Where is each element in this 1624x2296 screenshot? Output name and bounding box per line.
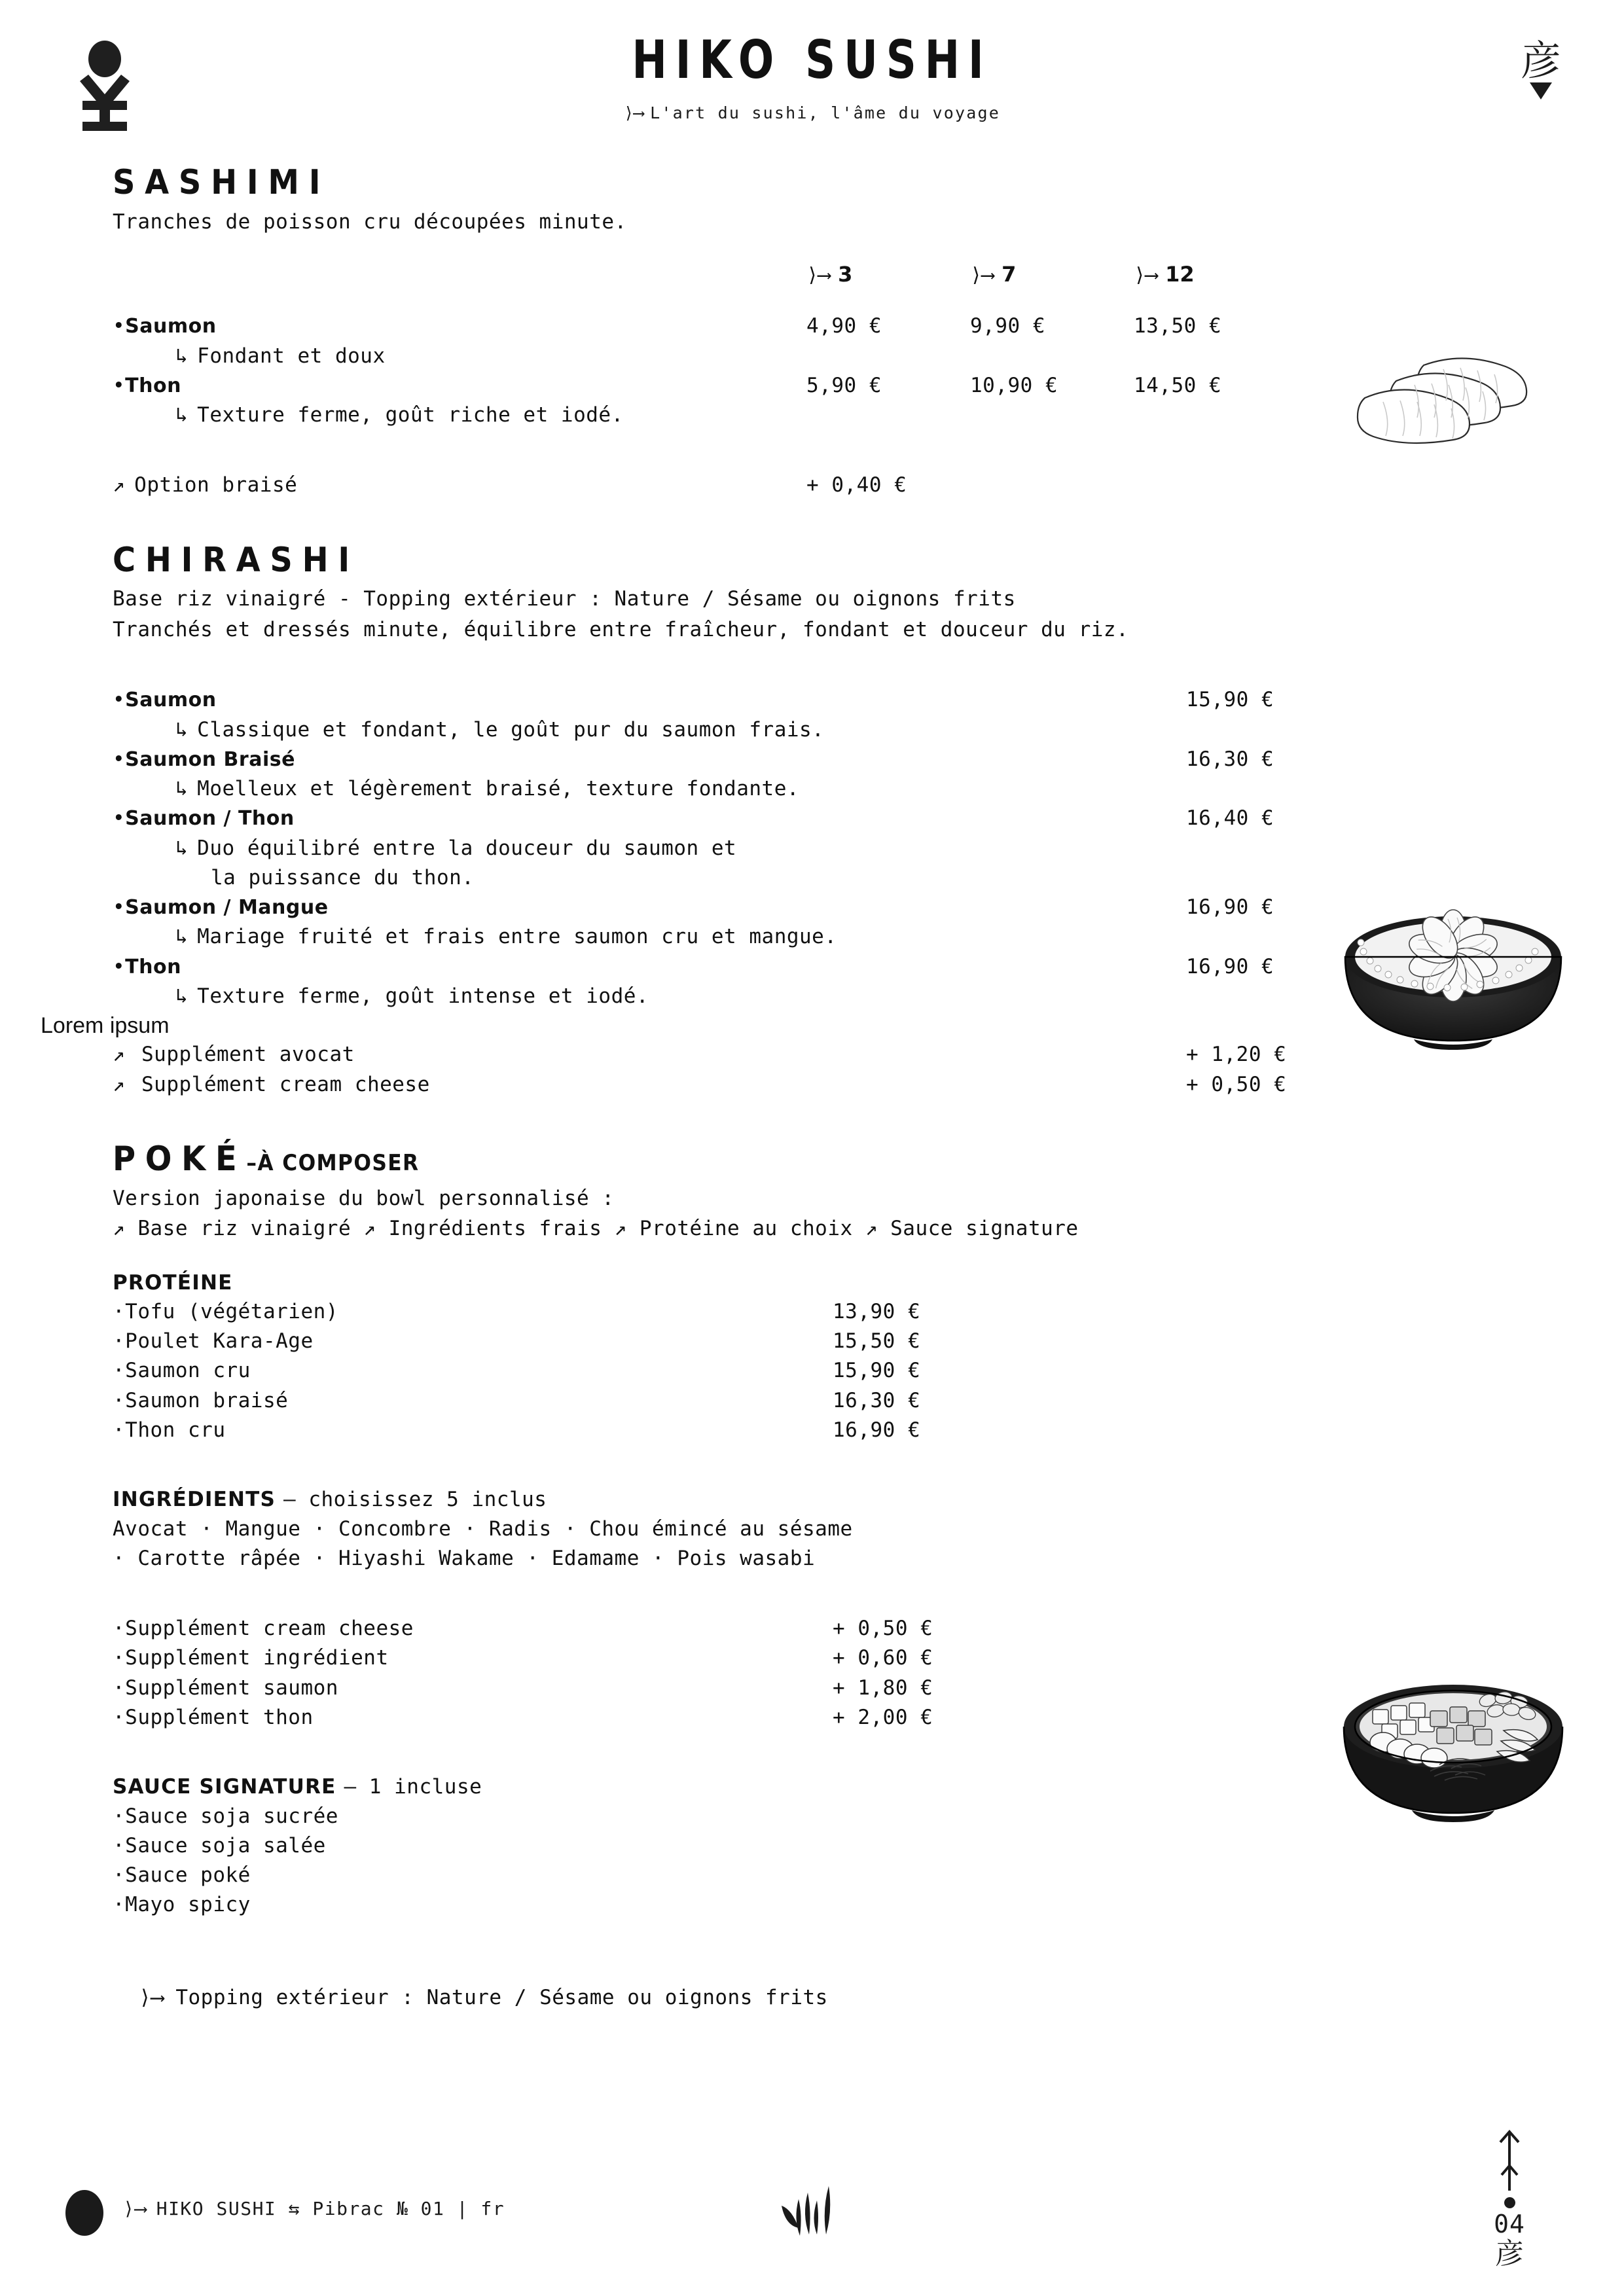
page-number: 04 — [1494, 2209, 1525, 2238]
supplement-label: Supplément saumon — [125, 1676, 338, 1700]
bullet-icon: · — [113, 1705, 126, 1729]
ingredients-heading-note: – choisissez 5 inclus — [283, 1488, 547, 1512]
bullet-icon: • — [113, 747, 126, 771]
item-price: 16,30 € — [1186, 747, 1274, 771]
sauce-heading-text: SAUCE SIGNATURE — [113, 1775, 336, 1799]
list-item — [113, 1327, 1526, 1356]
footer-kanji: 彦 — [1495, 2236, 1524, 2270]
supplement-arrow-icon: ↗ — [113, 1072, 126, 1096]
supplement-arrow-icon: ↗ — [113, 1043, 126, 1067]
supplement-label: Supplément thon — [125, 1705, 314, 1729]
sashimi-column-headers — [113, 262, 1526, 287]
proteine-label: Saumon cru — [125, 1359, 251, 1383]
sashimi-col-3 — [806, 262, 970, 287]
table-row — [113, 745, 1526, 774]
section-poke — [113, 1140, 1526, 2009]
desc-arrow-icon: ↳ — [175, 836, 189, 860]
bullet-icon: • — [113, 954, 126, 978]
desc-text: Moelleux et légèrement braisé, texture fondante. — [197, 777, 800, 801]
lorem-ipsum-placeholder: Lorem ipsum — [41, 1013, 170, 1039]
supplement-price: + 1,20 € — [1186, 1043, 1287, 1067]
desc-arrow-icon: ↳ — [175, 984, 189, 1008]
item-name: Saumon — [125, 689, 217, 712]
poke-steps: ↗ Base riz vinaigré ↗ Ingrédients frais ↗ Protéine au choix ↗ Sauce signature — [113, 1217, 1079, 1241]
bullet-icon: · — [113, 1359, 126, 1383]
chirashi-lede-1: Base riz vinaigré - Topping extérieur : Nature / Sésame ou oignons frits — [113, 587, 1016, 611]
bullet-icon: · — [113, 1833, 126, 1857]
kanji-glyph: 彦 — [1520, 37, 1561, 84]
proteine-label: Tofu (végétarien) — [125, 1299, 338, 1323]
list-item — [113, 1890, 1526, 1920]
proteine-label: Poulet Kara-Age — [125, 1329, 314, 1354]
sauce-label-cell — [113, 1831, 833, 1861]
sauce-label: Mayo spicy — [125, 1893, 251, 1917]
item-name: Saumon — [125, 315, 217, 338]
proteine-heading: PROTÉINE — [113, 1270, 233, 1295]
supplement-price: + 1,80 € — [833, 1676, 933, 1700]
col-label: 12 — [1165, 262, 1195, 287]
poke-title: POKÉ — [113, 1139, 247, 1179]
bullet-icon: · — [113, 1863, 126, 1887]
option-label-cell — [113, 471, 806, 500]
proteine-price: 15,90 € — [833, 1359, 921, 1383]
sauce-label-cell — [113, 1802, 833, 1831]
supplement-label-cell — [113, 1614, 833, 1643]
table-row — [113, 804, 1526, 833]
footer-dot-icon — [65, 2190, 103, 2236]
proteine-label-cell — [113, 1297, 833, 1327]
item-name: Thon — [125, 374, 181, 397]
sashimi-col-7 — [970, 262, 1134, 287]
item-description-cont: la puissance du thon. — [211, 865, 475, 889]
chirashi-heading: CHIRASHI — [113, 540, 359, 580]
bullet-icon: · — [113, 1893, 126, 1917]
bullet-icon: • — [113, 314, 126, 338]
item-name: Thon — [125, 955, 181, 978]
desc-arrow-icon: ↳ — [175, 403, 189, 427]
item-description — [113, 834, 1526, 863]
desc-text: Fondant et doux — [197, 344, 386, 368]
poke-subtitle: À COMPOSER — [257, 1149, 420, 1176]
table-row — [113, 685, 1526, 715]
tagline-text: L'art du sushi, l'âme du voyage — [650, 103, 1000, 122]
ingredients-heading — [113, 1486, 1526, 1514]
sauce-label-cell — [113, 1890, 833, 1920]
supplement-label: Supplément ingrédient — [125, 1646, 389, 1670]
supplement-row — [113, 1614, 1526, 1643]
item-price: 16,40 € — [1186, 806, 1274, 831]
bullet-icon: · — [113, 1617, 126, 1641]
proteine-label: Thon cru — [125, 1418, 226, 1442]
desc-arrow-icon: ↳ — [175, 717, 189, 742]
chirashi-lede-2: Tranchés et dressés minute, équilibre entre fraîcheur, fondant et douceur du riz. — [113, 617, 1129, 641]
price-cell: 9,90 € — [970, 314, 1045, 338]
item-name: Saumon / Thon — [125, 807, 295, 831]
page-header — [0, 0, 1624, 164]
poke-dash: – — [246, 1149, 258, 1176]
chirashi-item-name-cell — [113, 685, 1186, 715]
sauce-label: Sauce soja sucrée — [125, 1804, 338, 1828]
proteine-label: Saumon braisé — [125, 1388, 289, 1412]
supplement-label: Supplément avocat — [141, 1043, 355, 1067]
col-arrow-icon: ⟩⟶ — [806, 264, 831, 287]
bullet-icon: · — [113, 1388, 126, 1412]
proteine-price: 13,90 € — [833, 1299, 921, 1323]
desc-text: Texture ferme, goût riche et iodé. — [197, 403, 624, 427]
list-item — [113, 1861, 1526, 1890]
supplement-label-cell — [113, 1643, 833, 1673]
section-sashimi — [113, 164, 1526, 501]
triangle-down-icon — [1530, 82, 1552, 99]
page-footer — [0, 2152, 1624, 2296]
supplement-label: Supplément cream cheese — [141, 1072, 430, 1096]
chirashi-item-name-cell — [113, 893, 1186, 922]
col-label: 3 — [838, 262, 853, 287]
supplement-row — [113, 1643, 1526, 1673]
sashimi-item-name-cell — [113, 371, 806, 401]
item-description — [113, 401, 1526, 430]
supplement-row — [113, 1703, 1526, 1732]
desc-text: Duo équilibré entre la douceur du saumon et — [197, 836, 737, 860]
list-item — [113, 1386, 1526, 1416]
page-title: HIKO SUSHI — [632, 29, 992, 90]
page-indicator — [1467, 2129, 1552, 2270]
supplement-price: + 0,60 € — [833, 1646, 933, 1670]
supplement-price: + 0,50 € — [1186, 1072, 1287, 1096]
supplement-label-cell — [113, 1674, 833, 1703]
sauce-label: Sauce poké — [125, 1863, 251, 1887]
supplement-label-cell — [113, 1703, 833, 1732]
poke-heading — [113, 1140, 1413, 1179]
topping-text: Topping extérieur : Nature / Sésame ou oignons frits — [175, 1985, 828, 2009]
table-row — [113, 312, 1526, 341]
supplement-label-cell — [113, 1070, 1186, 1100]
chirashi-item-name-cell — [113, 804, 1186, 833]
brand-block — [0, 29, 1624, 122]
ingredients-heading-text: INGRÉDIENTS — [113, 1488, 276, 1512]
option-price: + 0,40 € — [806, 473, 907, 497]
bullet-icon: · — [113, 1646, 126, 1670]
sashimi-lede: Tranches de poisson cru découpées minute. — [113, 209, 627, 234]
price-cell: 5,90 € — [806, 373, 882, 397]
price-cell: 10,90 € — [970, 373, 1058, 397]
sashimi-slices-illustration — [1345, 334, 1561, 452]
sauce-heading-note: – 1 incluse — [344, 1775, 482, 1799]
desc-arrow-icon: ↳ — [175, 344, 189, 368]
bullet-icon: · — [113, 1299, 126, 1323]
header-kanji-mark — [1520, 37, 1561, 99]
tagline-arrow-icon: ⟩⟶ — [624, 103, 644, 122]
footer-arrow-icon: ⟩⟶ — [123, 2198, 147, 2219]
option-label: Option braisé — [134, 473, 298, 497]
bullet-icon: • — [113, 806, 126, 831]
chirashi-item-name-cell — [113, 952, 1186, 982]
proteine-price: 15,50 € — [833, 1329, 921, 1354]
desc-text: Mariage fruité et frais entre saumon cru et mangue. — [197, 925, 837, 949]
price-cell: 14,50 € — [1134, 373, 1222, 397]
bullet-icon: • — [113, 373, 126, 397]
list-item — [113, 1802, 1526, 1831]
price-cell: 4,90 € — [806, 314, 882, 338]
supplement-label: Supplément cream cheese — [125, 1617, 414, 1641]
poke-lede: Version japonaise du bowl personnalisé : — [113, 1186, 615, 1210]
topping-arrow-icon: ⟩⟶ — [139, 1985, 164, 2009]
list-item — [113, 1297, 1526, 1327]
sauce-label: Sauce soja salée — [125, 1833, 326, 1857]
col-label: 7 — [1001, 262, 1017, 287]
desc-text: Texture ferme, goût intense et iodé. — [197, 984, 649, 1008]
desc-arrow-icon: ↳ — [175, 925, 189, 949]
sashimi-item-name-cell — [113, 312, 806, 341]
page-dot-icon — [1504, 2197, 1515, 2208]
col-arrow-icon: ⟩⟶ — [970, 264, 994, 287]
item-price: 15,90 € — [1186, 688, 1274, 712]
footer-text: HIKO SUSHI ⇆ Pibrac № 01 | fr — [156, 2198, 505, 2219]
poke-bowl-illustration — [1332, 1643, 1574, 1833]
footer-credit — [123, 2198, 505, 2219]
list-item — [113, 1356, 1526, 1386]
item-description — [113, 774, 1526, 804]
proteine-label-cell — [113, 1327, 833, 1356]
desc-arrow-icon: ↳ — [175, 777, 189, 801]
section-chirashi — [41, 540, 1526, 1100]
brand-tagline — [0, 103, 1624, 122]
item-price: 16,90 € — [1186, 954, 1274, 978]
item-description — [113, 922, 1526, 952]
arrow-up-icon — [1496, 2129, 1523, 2192]
poke-topping-note — [113, 1986, 1526, 2009]
proteine-label-cell — [113, 1356, 833, 1386]
supplement-row — [113, 1674, 1526, 1703]
proteine-price: 16,90 € — [833, 1418, 921, 1442]
chirashi-bowl-illustration — [1332, 870, 1574, 1060]
ingredients-line-1: Avocat · Mangue · Concombre · Radis · Chou émincé au sésame — [113, 1516, 853, 1541]
supplement-price: + 0,50 € — [833, 1617, 933, 1641]
grass-sprig-icon — [772, 2181, 851, 2253]
proteine-label-cell — [113, 1386, 833, 1416]
supplement-row — [113, 1070, 1526, 1100]
item-name: Saumon / Mangue — [125, 896, 329, 920]
item-description — [113, 342, 1526, 371]
option-arrow-icon: ↗ — [113, 473, 126, 497]
sauce-heading — [113, 1773, 1526, 1801]
bullet-icon: • — [113, 895, 126, 920]
bullet-icon: · — [113, 1676, 126, 1700]
sashimi-col-12 — [1134, 262, 1297, 287]
proteine-price: 16,30 € — [833, 1388, 921, 1412]
list-item — [113, 1416, 1526, 1445]
chirashi-item-name-cell — [113, 745, 1186, 774]
table-row — [113, 371, 1526, 401]
supplement-label-cell — [113, 1040, 1186, 1069]
bullet-icon: · — [113, 1418, 126, 1442]
supplement-row — [113, 1040, 1526, 1069]
table-row — [113, 893, 1526, 922]
table-row — [113, 952, 1526, 982]
bullet-icon: · — [113, 1804, 126, 1828]
list-item — [113, 1831, 1526, 1861]
item-price: 16,90 € — [1186, 895, 1274, 920]
desc-text: Classique et fondant, le goût pur du saumon frais. — [197, 717, 825, 742]
col-arrow-icon: ⟩⟶ — [1134, 264, 1158, 287]
price-cell: 13,50 € — [1134, 314, 1222, 338]
supplement-price: + 2,00 € — [833, 1705, 933, 1729]
proteine-label-cell — [113, 1416, 833, 1445]
item-name: Saumon Braisé — [125, 747, 295, 771]
bullet-icon: · — [113, 1329, 126, 1354]
item-description — [113, 715, 1526, 745]
bullet-icon: • — [113, 688, 126, 712]
item-description — [113, 982, 1526, 1011]
sauce-label-cell — [113, 1861, 833, 1890]
ingredients-line-2: · Carotte râpée · Hiyashi Wakame · Edamame · Pois wasabi — [113, 1546, 816, 1570]
sashimi-option-row — [113, 471, 1526, 500]
sashimi-heading: SASHIMI — [113, 163, 331, 202]
